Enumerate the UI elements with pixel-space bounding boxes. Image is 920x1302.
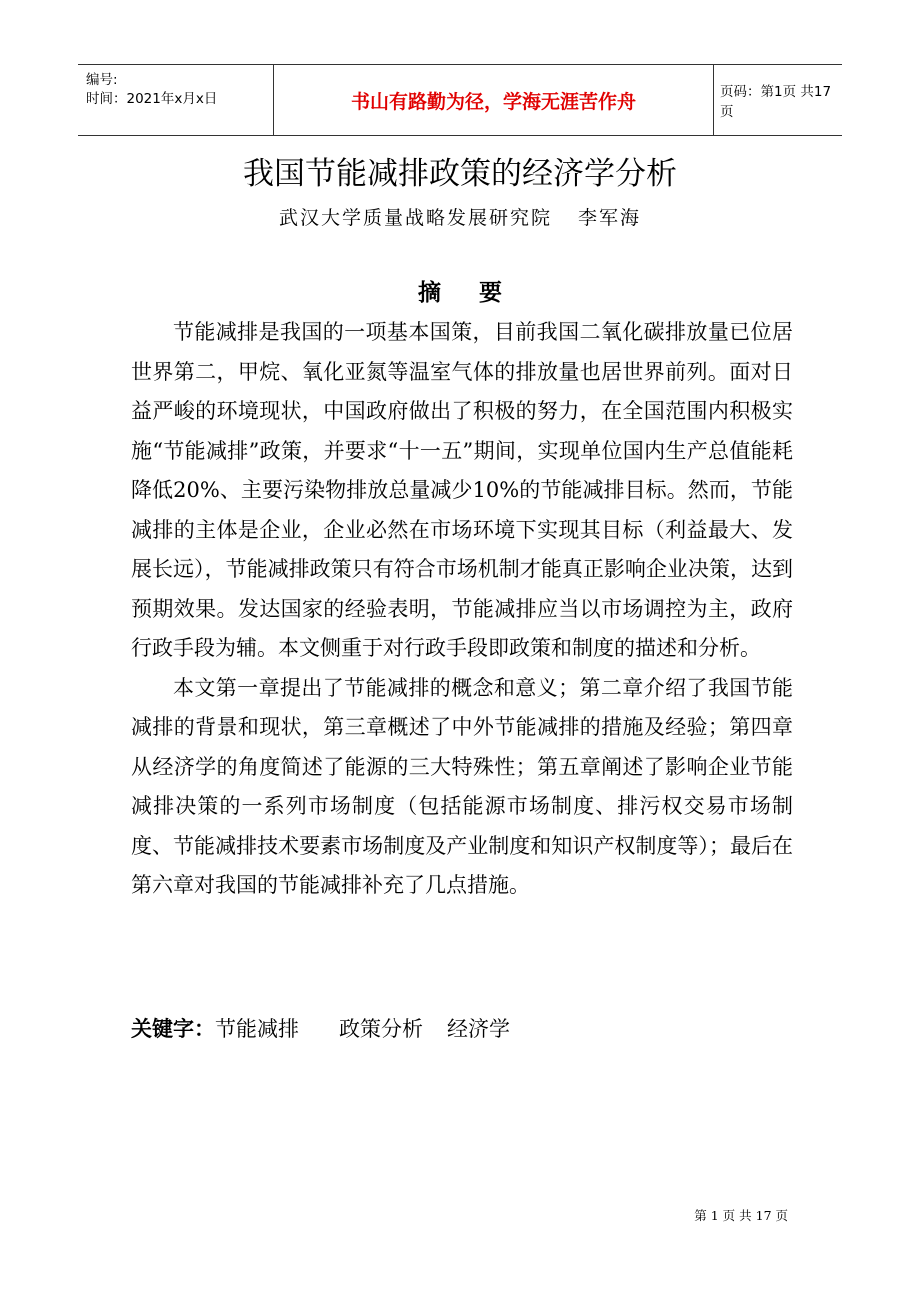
- abstract-heading-right: 要: [479, 280, 502, 306]
- page-header: [78, 64, 842, 136]
- keyword-2: 政策分析: [339, 1017, 423, 1041]
- header-page-info: 页码：第1页 共17页: [720, 84, 832, 120]
- keyword-3: 经济学: [447, 1017, 510, 1041]
- page-footer: 第 1 页 共 17 页: [694, 1208, 788, 1223]
- header-number-label: 编号:: [86, 72, 118, 88]
- header-meta: [78, 65, 273, 135]
- author-affiliation: 武汉大学质量战略发展研究院: [278, 207, 552, 229]
- abstract-paragraph-2: 本文第一章提出了节能减排的概念和意义；第二章介绍了我国节能减排的背景和现状，第三章概述了中外节能减排的措施及经验；第四章从经济学的角度简述了能源的三大特殊性；第五章阐述了影响企业节能减排决策的一系列市场制度（包括能源市场制度、排污权交易市场制度、节能减排技术要素市场制度及产业制度和知识产权制度等）；最后在第六章对我国的节能减排补充了几点措施。: [131, 675, 793, 897]
- abstract-body: [131, 313, 793, 906]
- keyword-1: 节能减排: [215, 1017, 299, 1041]
- document-title: 我国节能减排政策的经济学分析: [243, 156, 677, 192]
- author-line: [0, 203, 920, 233]
- keywords-line: [131, 1009, 510, 1049]
- header-motto: 书山有路勤为径，学海无涯苦作舟: [273, 65, 714, 135]
- author-name: 李军海: [578, 207, 642, 229]
- header-date-label: 时间：2021年x月x日: [86, 91, 218, 107]
- keywords-label: 关键字：: [131, 1017, 215, 1041]
- abstract-paragraph-1: 节能减排是我国的一项基本国策，目前我国二氧化碳排放量已位居世界第二，甲烷、氧化亚氮等温室气体的排放量也居世界前列。面对日益严峻的环境现状，中国政府做出了积极的努力，在全国范围内积极实施“节能减排”政策，并要求“十一五”期间，实现单位国内生产总值能耗降低20%、主要污染物排放总量减少10%的节能减排目标。然而，节能减排的主体是企业，企业必然在市场环境下实现其目标（利益最大、发展长远），节能减排政策只有符合市场机制才能真正影响企业决策，达到预期效果。发达国家的经验表明，节能减排应当以市场调控为主，政府行政手段为辅。本文侧重于对行政手段即政策和制度的描述和分析。: [131, 320, 793, 660]
- abstract-heading: [0, 276, 920, 310]
- abstract-heading-left: 摘: [418, 280, 441, 306]
